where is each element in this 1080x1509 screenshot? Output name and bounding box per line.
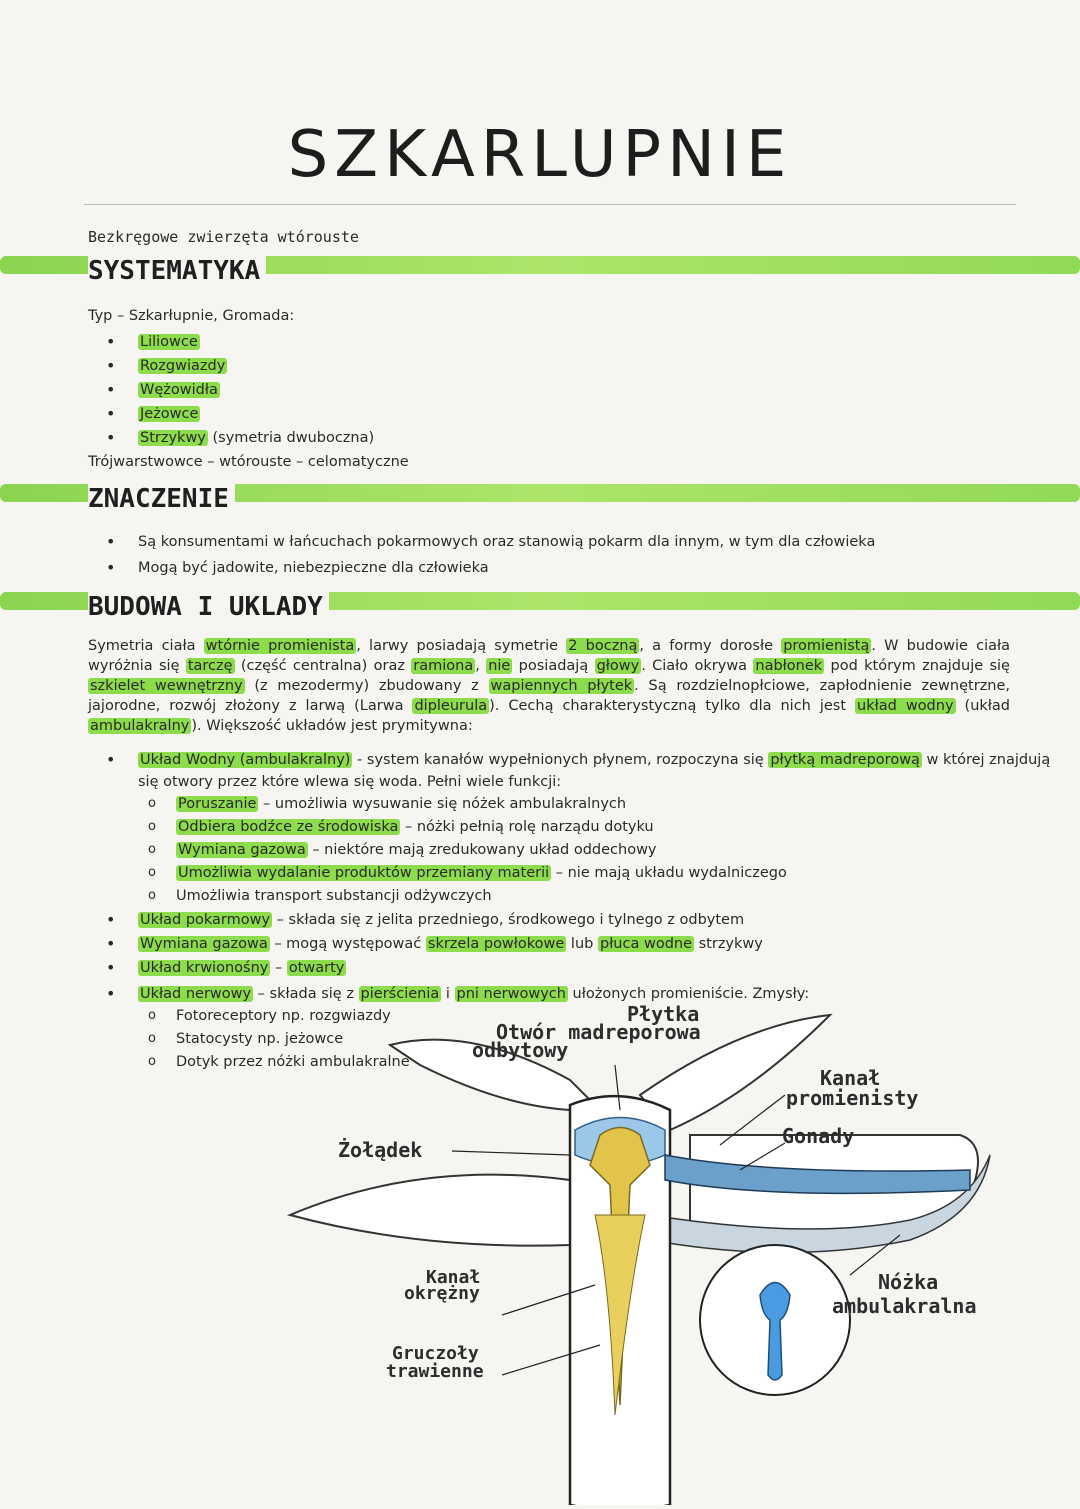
- label-gruczoly: Gruczoły: [392, 1343, 479, 1364]
- list-item-pokarmowy: • Układ pokarmowy – składa się z jelita przedniego, środkowego i tylnego z odbytem: [138, 910, 744, 930]
- sub-list-item: o Umożliwia transport substancji odżywczych: [176, 886, 492, 906]
- page-title: SZKARLUPNIE: [287, 118, 793, 192]
- label-odbytowy: odbytowy: [472, 1038, 569, 1062]
- list-item: • Wężowidła: [138, 380, 220, 400]
- label-plytka: Płytka: [627, 1002, 700, 1026]
- list-item: • Rozgwiazdy: [138, 356, 227, 376]
- section-heading-systematyka: SYSTEMATYKA: [88, 256, 266, 286]
- section-heading-znaczenie: ZNACZENIE: [88, 484, 235, 514]
- label-madreporowa: Otwór madreporowa: [496, 1020, 701, 1044]
- sub-list-item: o Odbiera bodźce ze środowiska – nóżki pełnią rolę narządu dotyku: [176, 817, 654, 837]
- budowa-paragraph: Symetria ciała wtórnie promienista , larwy posiadają symetrie 2 boczną , a formy dorosłe promienistą . W budowie ciała wyróżnia się tarczę (część centralna) oraz ramiona , nie posiadają głowy . Ciało okrywa nabłonek pod którym znajduje się szkielet wewnętrzny (z mezodermy) zbudowany z wapiennych płytek . Są rozdzielnopłciowe, zapłodnienie zewnętrzne, jajorodne, rozwój złożony z larwą (Larwa dipleurula ). Cechą charakterystyczną tylko dla nich jest układ wodny (układ ambulakralny ). Większość układów jest prymitywna:: [88, 638, 1010, 734]
- label-kanal-promienisty: Kanał: [820, 1066, 881, 1090]
- label-promienisty: promienisty: [786, 1086, 919, 1110]
- list-item: • Mogą być jadowite, niebezpieczne dla człowieka: [138, 558, 489, 578]
- title-divider: [84, 204, 1016, 205]
- sub-list-item: o Wymiana gazowa – niektóre mają zredukowany układ oddechowy: [176, 840, 657, 860]
- label-zoladek: Żołądek: [338, 1138, 423, 1162]
- sub-list-item: o Fotoreceptory np. rozgwiazdy: [176, 1006, 391, 1026]
- list-item: • Liliowce: [138, 332, 200, 352]
- sub-list-item: o Statocysty np. jeżowce: [176, 1029, 343, 1049]
- sub-list-item: o Poruszanie – umożliwia wysuwanie się nóżek ambulakralnych: [176, 794, 626, 814]
- label-trawienne: trawienne: [386, 1361, 484, 1382]
- list-item: • Jeżowce: [138, 404, 200, 424]
- list-item: • Strzykwy (symetria dwuboczna): [138, 428, 374, 448]
- list-item-gazowa: • Wymiana gazowa – mogą występować skrzela powłokowe lub płuca wodne strzykwy: [138, 934, 763, 954]
- label-nozka: Nóżka: [878, 1270, 939, 1294]
- sub-list-item: o Dotyk przez nóżki ambulakralne: [176, 1052, 410, 1072]
- list-item-krwionosny: • Układ krwionośny – otwarty: [138, 958, 346, 978]
- wodny-continuation: się otwory przez które wlewa się woda. Pełni wiele funkcji:: [138, 774, 562, 790]
- list-item-wodny: • Układ Wodny (ambulakralny) - system kanałów wypełnionych płynem, rozpoczyna się płytką madreporową w której znajdują: [138, 750, 1050, 770]
- label-okrezny: okrężny: [404, 1283, 480, 1304]
- label-gonady: Gonady: [782, 1124, 855, 1148]
- systematyka-footer: Trójwarstwowce – wtórouste – celomatyczne: [88, 454, 409, 470]
- sub-list-item: o Umożliwia wydalanie produktów przemiany materii – nie mają układu wydalniczego: [176, 863, 787, 883]
- label-kanal-okrezny: Kanał: [426, 1267, 481, 1288]
- section-heading-budowa: BUDOWA I UKLADY: [88, 592, 329, 622]
- label-ambulakralna: ambulakralna: [832, 1294, 977, 1318]
- systematyka-intro: Typ – Szkarłupnie, Gromada:: [88, 308, 295, 324]
- subtitle: Bezkręgowe zwierzęta wtórouste: [88, 228, 359, 246]
- list-item: • Są konsumentami w łańcuchach pokarmowych oraz stanowią pokarm dla innym, w tym dla człowieka: [138, 532, 875, 552]
- starfish-diagram: [270, 985, 1030, 1505]
- list-item-nerwowy: • Układ nerwowy – składa się z pierścienia i pni nerwowych ułożonych promieniście. Zmysły:: [138, 984, 809, 1004]
